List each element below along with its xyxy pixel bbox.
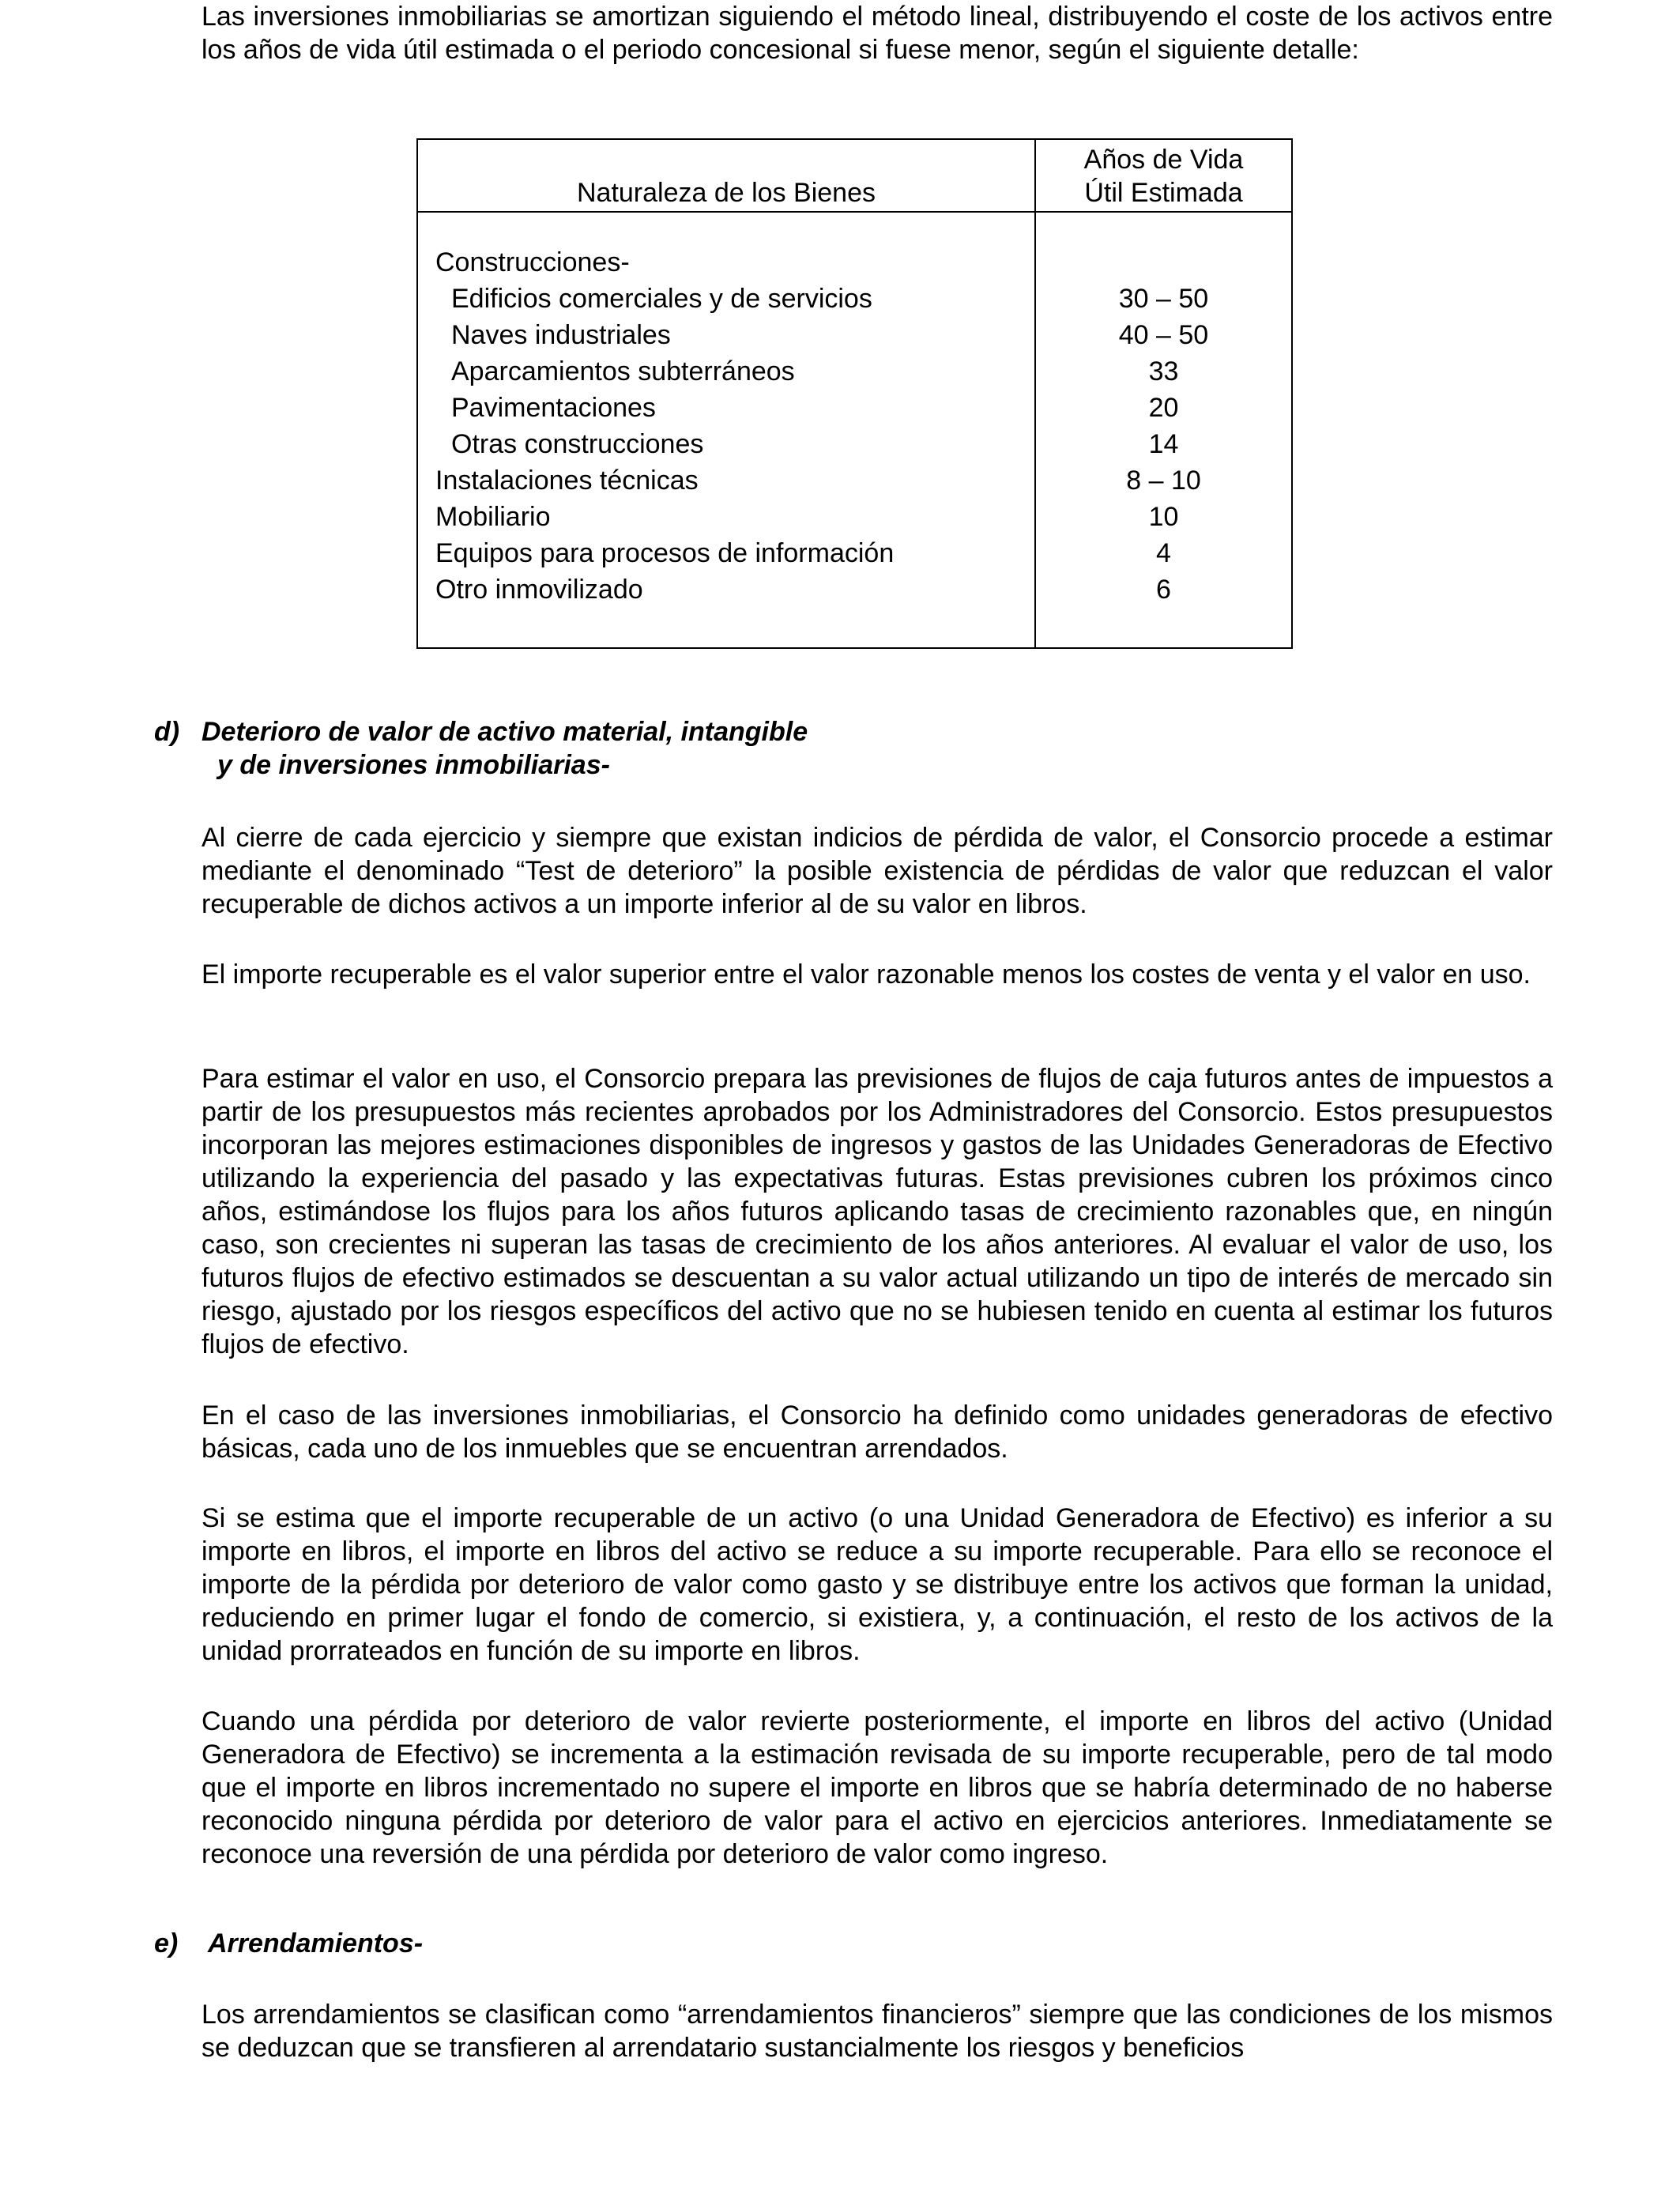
- table-cell-value: 6: [1156, 575, 1171, 605]
- section-d-paragraph: Para estimar el valor en uso, el Consorcio prepara las previsiones de flujos de caja futuros antes de impuestos a partir de los presupuestos más recientes aprobados por los Administradores del Consorcio. Estos presupuestos incorporan las mejores estimaciones disponibles de ingresos y gastos de las Unidades Generadoras de Efectivo utilizando la experiencia del pasado y las expectativas futuras. Estas previsiones cubren los próximos cinco años, estimándose los flujos para los años futuros aplicando tasas de crecimiento razonables que, en ningún caso, son crecientes ni superan las tasas de crecimiento de los años anteriores. Al evaluar el valor de uso, los futuros flujos de efectivo estimados se descuentan a su valor actual utilizando un tipo de interés de mercado sin riesgo, ajustado por los riesgos específicos del activo que no se hubiesen tenido en cuenta al estimar los futuros flujos de efectivo.: [202, 1064, 1553, 1359]
- table-row: [417, 317, 1292, 353]
- table-cell-label: Instalaciones técnicas: [417, 462, 1035, 499]
- section-d-paragraph: Si se estima que el importe recuperable de un activo (o una Unidad Generadora de Efectivo) es inferior a su importe en libros, el importe en libros del activo se reduce a su importe recuperable. Para ello se reconoce el importe de la pérdida por deterioro de valor como gasto y se distribuye entre los activos que forman la unidad, reduciendo en primer lugar el fondo de comercio, si existiera, y, a continuación, el resto de los activos de la unidad prorrateados en función de su importe en libros.: [202, 1503, 1553, 1666]
- section-d-heading: [154, 715, 944, 782]
- table-cell-value: 8 – 10: [1126, 466, 1201, 496]
- table-header-years: [1035, 139, 1292, 212]
- table-cell-value: [1035, 244, 1292, 281]
- table-cell-label: Edificios comerciales y de servicios: [417, 281, 1035, 317]
- table-row: [417, 535, 1292, 571]
- table-row: [417, 244, 1292, 281]
- table-row: [417, 426, 1292, 462]
- table-spacer: [417, 608, 1292, 648]
- table-header-row: [417, 139, 1292, 212]
- table-row: [417, 462, 1292, 499]
- table-cell-label: Equipos para procesos de información: [417, 535, 1035, 571]
- section-d-paragraph: Al cierre de cada ejercicio y siempre que existan indicios de pérdida de valor, el Consorcio procede a estimar mediante el denominado “Test de deterioro” la posible existencia de pérdidas de valor que reduzcan el valor recuperable de dichos activos a un importe inferior al de su valor en libros.: [202, 823, 1553, 919]
- table-row: [417, 499, 1292, 535]
- table-header-nature: Naturaleza de los Bienes: [417, 139, 1035, 212]
- table-cell-label: Otras construcciones: [417, 426, 1035, 462]
- table-cell-value: 20: [1148, 393, 1179, 423]
- table-header-years-line2: Útil Estimada: [1084, 178, 1243, 208]
- table-cell-label: Construcciones-: [417, 244, 1035, 281]
- useful-life-table: [416, 138, 1293, 649]
- table-cell-value: 40 – 50: [1118, 320, 1209, 350]
- section-d-title-line1: Deterioro de valor de activo material, intangible: [202, 717, 808, 747]
- table-header-years-line1: Años de Vida: [1083, 145, 1244, 175]
- table-cell-value: 14: [1148, 429, 1179, 459]
- table-cell-label: Mobiliario: [417, 499, 1035, 535]
- table-cell-value: 33: [1148, 356, 1179, 386]
- table-cell-label: Aparcamientos subterráneos: [417, 353, 1035, 390]
- table-cell-label: Pavimentaciones: [417, 390, 1035, 426]
- section-e-heading: [154, 1927, 707, 1960]
- table-row: [417, 281, 1292, 317]
- section-e-paragraph: Los arrendamientos se clasifican como “arrendamientos financieros” siempre que las condiciones de los mismos se deduzcan que se transfieren al arrendatario sustancialmente los riesgos y beneficios: [202, 2000, 1553, 2063]
- section-e-letter: e): [154, 1928, 179, 1958]
- section-e-title: Arrendamientos-: [208, 1928, 424, 1958]
- section-d-paragraph: En el caso de las inversiones inmobiliarias, el Consorcio ha definido como unidades generadoras de efectivo básicas, cada uno de los inmuebles que se encuentran arrendados.: [202, 1400, 1553, 1464]
- table-cell-value: 10: [1148, 502, 1179, 532]
- section-d-letter: d): [154, 717, 180, 747]
- table-cell-label: Otro inmovilizado: [417, 571, 1035, 608]
- table-cell-value: 30 – 50: [1118, 284, 1209, 314]
- section-d-paragraph: El importe recuperable es el valor superior entre el valor razonable menos los costes de venta y el valor en uso.: [202, 959, 1531, 990]
- section-d-paragraph: Cuando una pérdida por deterioro de valor revierte posteriormente, el importe en libros del activo (Unidad Generadora de Efectivo) se incrementa a la estimación revisada de su importe recuperable, pero de tal modo que el importe en libros incrementado no supere el importe en libros que se habría determinado de no haberse reconocido ninguna pérdida por deterioro de valor para el activo en ejercicios anteriores. Inmediatamente se reconoce una reversión de una pérdida por deterioro de valor como ingreso.: [202, 1706, 1553, 1869]
- section-d-title-line2: y de inversiones inmobiliarias-: [217, 750, 610, 780]
- table-row: [417, 390, 1292, 426]
- table-row: [417, 571, 1292, 608]
- table-cell-value: 4: [1156, 538, 1171, 568]
- table-cell-label: Naves industriales: [417, 317, 1035, 353]
- intro-paragraph: Las inversiones inmobiliarias se amortizan siguiendo el método lineal, distribuyendo el coste de los activos entre los años de vida útil estimada o el periodo concesional si fuese menor, según el siguiente detalle:: [202, 2, 1553, 65]
- table-spacer: [417, 212, 1292, 244]
- table-row: [417, 353, 1292, 390]
